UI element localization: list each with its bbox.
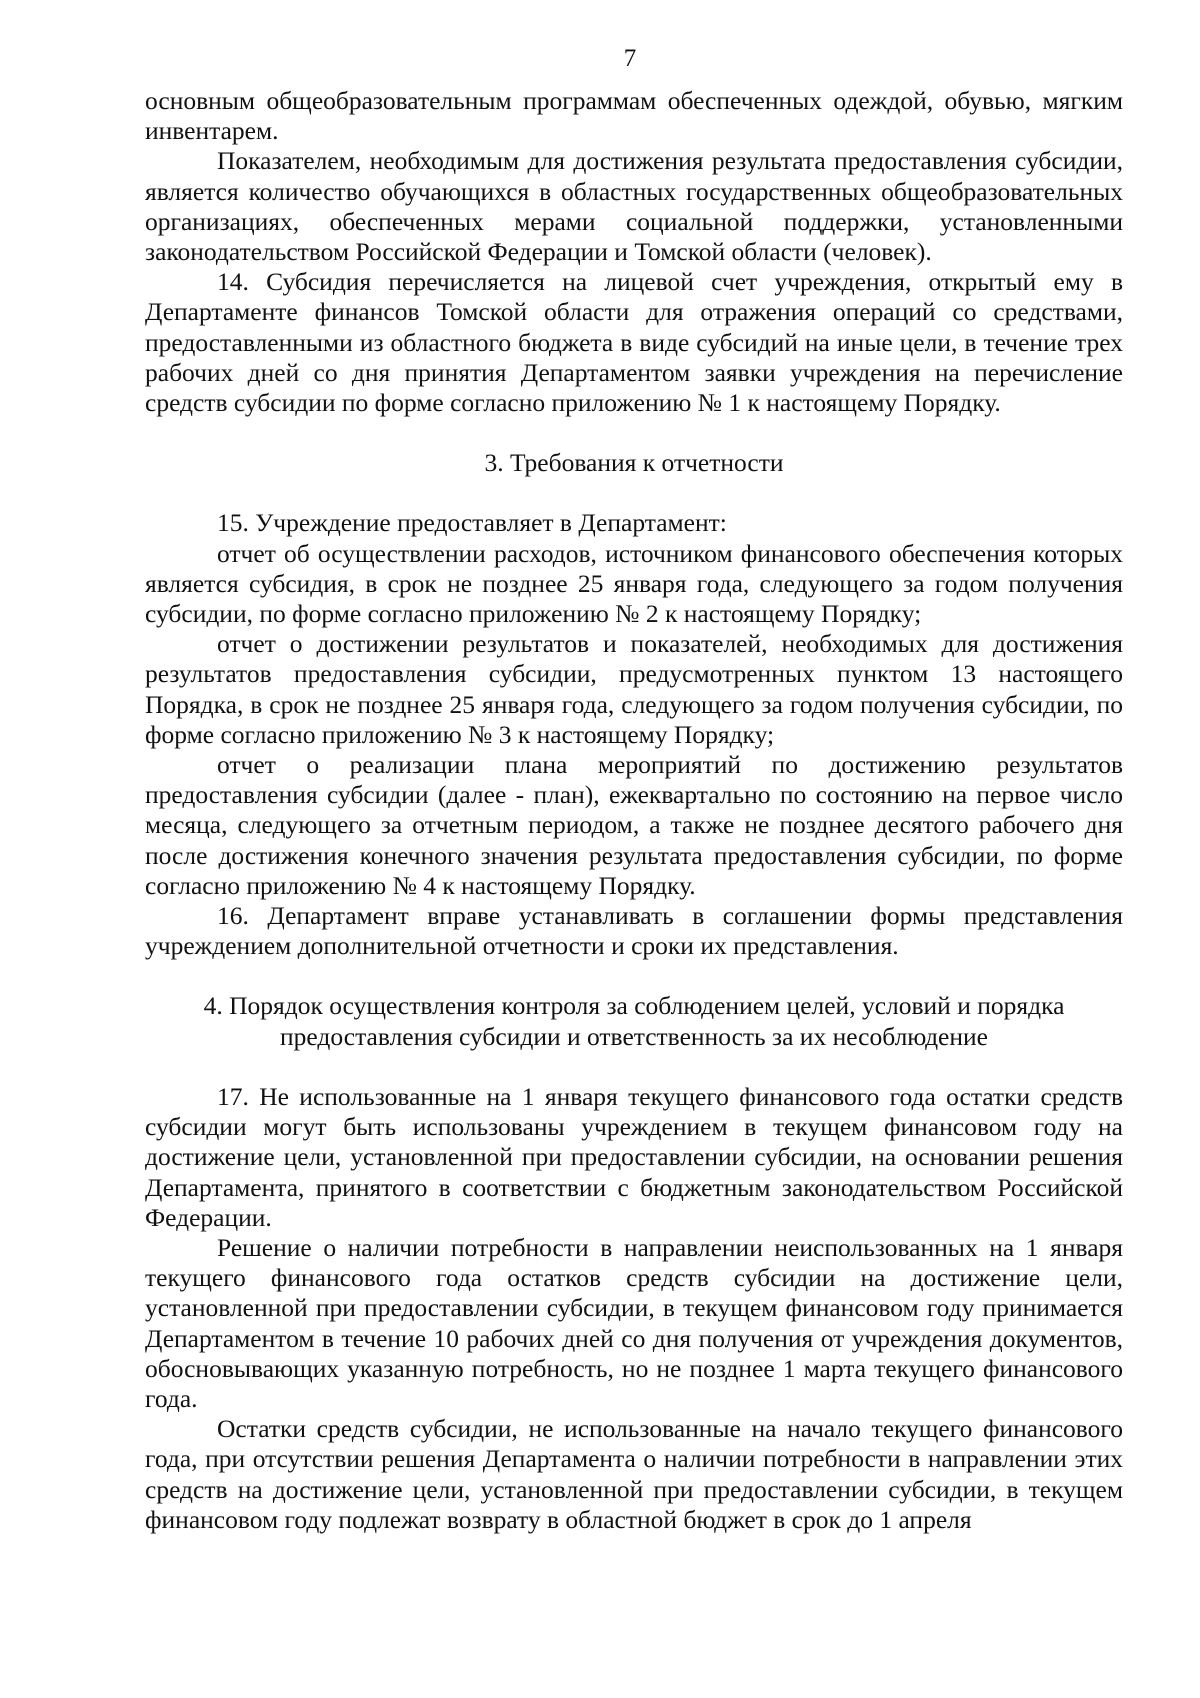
paragraph-decision: Решение о наличии потребности в направлении неиспользованных на 1 января текущего финансового года остатков средств субсидии на достижение цели, установленной при предоставлении субсидии, в текущем финансовом году принимается Департаментом в течение 10 рабочих дней со дня получения от учреждения документов, обосновывающих указанную потребность, но не позднее 1 марта текущего финансового года. xyxy=(145,1232,1123,1413)
paragraph-indicator: Показателем, необходимым для достижения результата предоставления субсидии, является количество обучающихся в областных государственных общеобразовательных организациях, обеспеченных мерами социальной поддержки, установленными законодательством Российской Федерации и Томской области (человек). xyxy=(145,146,1123,267)
page-number: 7 xyxy=(623,45,637,72)
paragraph-14: 14. Субсидия перечисляется на лицевой счет учреждения, открытый ему в Департаменте финансов Томской области для отражения операций со средствами, предоставленными из областного бюджета в виде субсидий на иные цели, в течение трех рабочих дней со дня принятия Департаментом заявки учреждения на перечисление средств субсидии по форме согласно приложению № 1 к настоящему Порядку. xyxy=(145,267,1123,418)
document-body xyxy=(145,86,1123,1535)
paragraph-continuation: основным общеобразовательным программам обеспеченных одеждой, обувью, мягким инвентарем. xyxy=(145,86,1123,146)
paragraph-17: 17. Не использованные на 1 января текущего финансового года остатки средств субсидии могут быть использованы учреждением в текущем финансовом году на достижение цели, установленной при предоставлении субсидии, на основании решения Департамента, принятого в соответствии с бюджетным законодательством Российской Федерации. xyxy=(145,1081,1123,1232)
paragraph-remainders: Остатки средств субсидии, не использованные на начало текущего финансового года, при отсутствии решения Департамента о наличии потребности в направлении этих средств на достижение цели, установленной при предоставлении субсидии, в текущем финансовом году подлежат возврату в областной бюджет в срок до 1 апреля xyxy=(145,1414,1123,1534)
paragraph-15: 15. Учреждение предоставляет в Департамент: xyxy=(217,508,727,538)
section-heading-4-line-1: 4. Порядок осуществления контроля за соблюдением целей, условий и порядка xyxy=(203,991,1065,1021)
paragraph-report-expenses: отчет об осуществлении расходов, источником финансового обеспечения которых является субсидия, в срок не позднее 25 января года, следующего за годом получения субсидии, по форме согласно приложению № 2 к настоящему Порядку; xyxy=(145,538,1123,629)
paragraph-report-plan: отчет о реализации плана мероприятий по достижению результатов предоставления субсидии (далее - план), ежеквартально по состоянию на первое число месяца, следующего за отчетным периодом, а также не позднее десятого рабочего дня после достижения конечного значения результата предоставления субсидии, по форме согласно приложению № 4 к настоящему Порядку. xyxy=(145,750,1123,900)
paragraph-16: 16. Департамент вправе устанавливать в соглашении формы представления учреждением дополнительной отчетности и сроки их представления. xyxy=(145,901,1123,961)
paragraph-report-results: отчет о достижении результатов и показателей, необходимых для достижения результатов предоставления субсидии, предусмотренных пунктом 13 настоящего Порядка, в срок не позднее 25 января года, следующего за годом получения субсидии, по форме согласно приложению № 3 к настоящему Порядку; xyxy=(145,629,1123,749)
section-heading-4-line-2: предоставления субсидии и ответственность за их несоблюдение xyxy=(280,1021,988,1051)
section-heading-3: 3. Требования к отчетности xyxy=(484,448,784,478)
